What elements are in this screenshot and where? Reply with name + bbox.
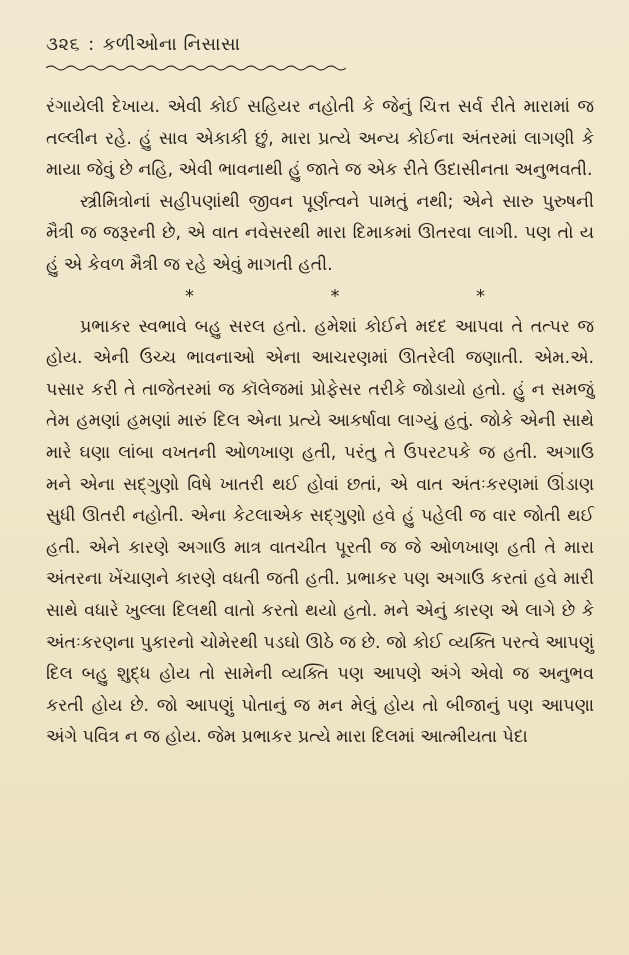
page-number: ૩૨૬ <box>46 34 81 55</box>
running-header <box>46 34 241 55</box>
header-wavy-rule <box>46 64 346 72</box>
section-break-star: * <box>185 285 194 307</box>
paragraph: રંગાયેલી દેખાય. એવી કોઈ સહિયર નહોતી કે જેનું ચિત્ત સર્વ રીતે મારામાં જ તલ્લીન રહે. હું સાવ એકાકી છું, મારા પ્રત્યે અન્ય કોઈના અંતરમાં લાગણી કે માયા જેવું છે નહિ, એવી ભાવનાથી હું જાતે જ એક રીતે ઉદાસીનતા અનુભવતી. <box>46 97 594 181</box>
paragraph: પ્રભાકર સ્વભાવે બહુ સરલ હતો. હમેશાં કોઈને મદદ આપવા તે તત્પર જ હોય. એની ઉચ્ચ ભાવનાઓ એના આચરણમાં ઊતરેલી જણાતી. એમ.એ. પસાર કરી તે તાજેતરમાં જ કૉલેજમાં પ્રોફેસર તરીકે જોડાયો હતો. હું ન સમજું તેમ હમણાં હમણાં મારું દિલ એના પ્રત્યે આકર્ષાવા લાગ્યું હતું. જોકે એની સાથે મારે ઘણા લાંબા વખતની ઓળખાણ હતી, પરંતુ તે ઉપરટપકે જ હતી. અગાઉ મને એના સદ્ગુણો વિષે ખાતરી થઈ હોવાં છતાં, એ વાત અંતઃકરણમાં ઊંડાણ સુધી ઊતરી નહોતી. એના કેટલાએક સદ્ગુણો હવે હું પહેલી જ વાર જોતી થઈ હતી. એને કારણે અગાઉ માત્ર વાતચીત પૂરતી જ જે ઓળખાણ હતી તે મારા અંતરના ખેંચાણને કારણે વધતી જતી હતી. પ્રભાકર પણ અગાઉ કરતાં હવે મારી સાથે વધારે ખુલ્લા દિલથી વાતો કરતો થયો હતો. મને એનું કારણ એ લાગે છે કે અંતઃકરણના પુકારનો ચોમેરથી પડઘો ઊઠે જ છે. જો કોઈ વ્યક્તિ પરત્વે આપણું દિલ બહુ શુદ્ધ હોય તો સામેની વ્યક્તિ પણ આપણે અંગે એવો જ અનુભવ કરતી હોય છે. જો આપણું પોતાનું જ મન મેલું હોય તો બીજાનું પણ આપણા અંગે પવિત્ર ન જ હોય. જેમ પ્રભાકર પ્રત્યે મારા દિલમાં આત્મીયતા પેદા <box>46 316 594 748</box>
book-title: કળીઓના નિસાસા <box>102 34 241 55</box>
body-text <box>46 92 594 754</box>
paragraph: સ્ત્રીમિત્રોનાં સહીપણાંથી જીવન પૂર્ણત્વને પામતું નથી; એને સારુ પુરુષની મૈત્રી જ જરૂરની છે, એ વાત નવેસરથી મારા દિમાકમાં ઊતરવા લાગી. પણ તો ય હું એ કેવળ મૈત્રી જ રહે એવું માગતી હતી. <box>46 191 594 275</box>
section-break <box>155 282 485 312</box>
header-separator: : <box>88 34 95 55</box>
section-break-star: * <box>476 285 485 307</box>
section-break-star: * <box>330 285 340 307</box>
